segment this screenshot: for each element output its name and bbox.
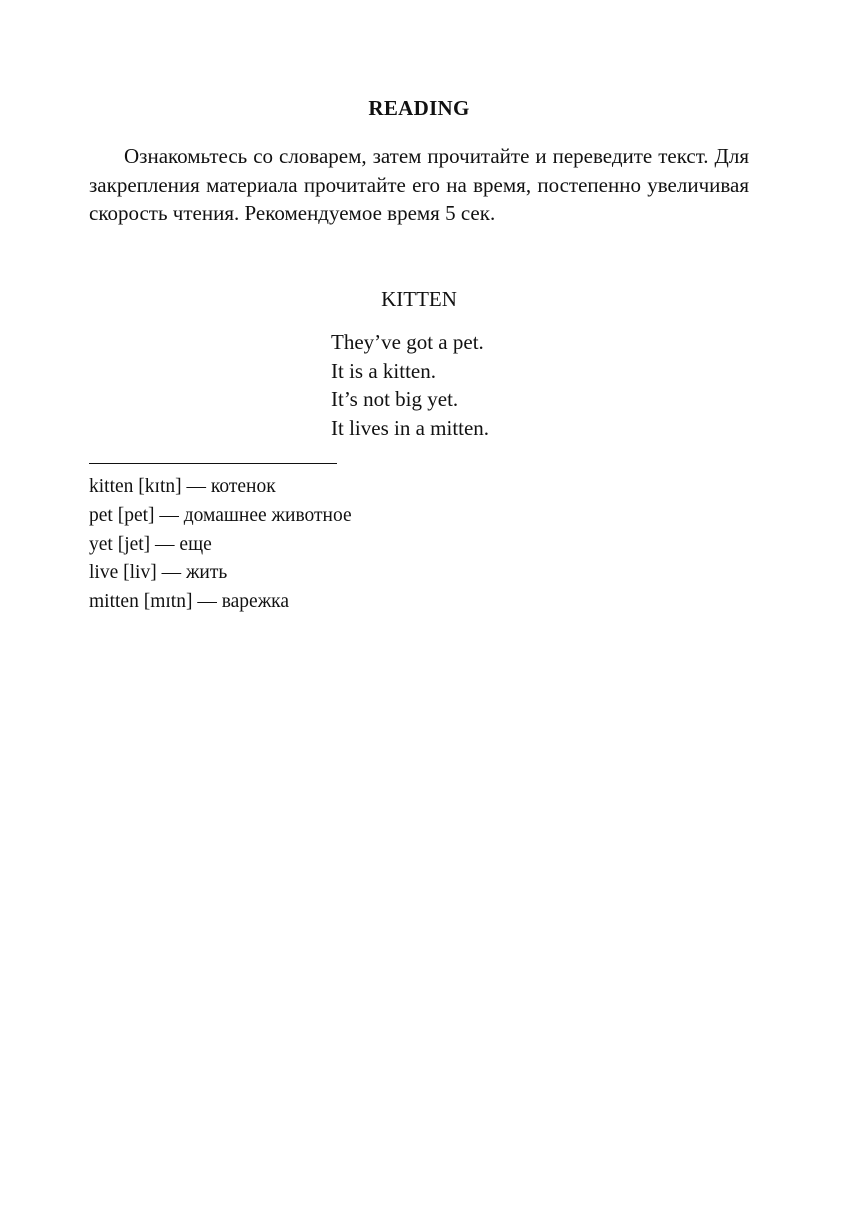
poem-line-4: It lives in a mitten. xyxy=(331,415,490,440)
vocabulary-item-live: live [liv] — жить xyxy=(89,562,228,584)
poem-title: KITTEN xyxy=(381,287,457,311)
instructions-paragraph: Ознакомьтесь со словарем, затем прочитайте и переведите текст. Для закрепления материала прочитайте его на время, постепенно увеличивая скорость чтения. Рекомендуемое время 5 сек. xyxy=(89,144,749,225)
vocabulary-item-yet: yet [jet] — еще xyxy=(89,533,212,555)
vocabulary-list xyxy=(89,473,352,617)
vocabulary-item-mitten: mitten [mɪtn] — варежка xyxy=(89,591,290,613)
poem-line-1: They’ve got a pet. xyxy=(331,330,484,354)
poem-line-2: It is a kitten. xyxy=(331,358,436,383)
poem-text xyxy=(331,328,489,442)
section-heading: READING xyxy=(368,96,470,120)
vocabulary-item-pet: pet [pet] — домашнее животное xyxy=(89,504,352,526)
vocabulary-item-kitten: kitten [kɪtn] — котенок xyxy=(89,476,276,497)
footnote-divider xyxy=(89,463,337,464)
poem-line-3: It’s not big yet. xyxy=(331,387,459,411)
